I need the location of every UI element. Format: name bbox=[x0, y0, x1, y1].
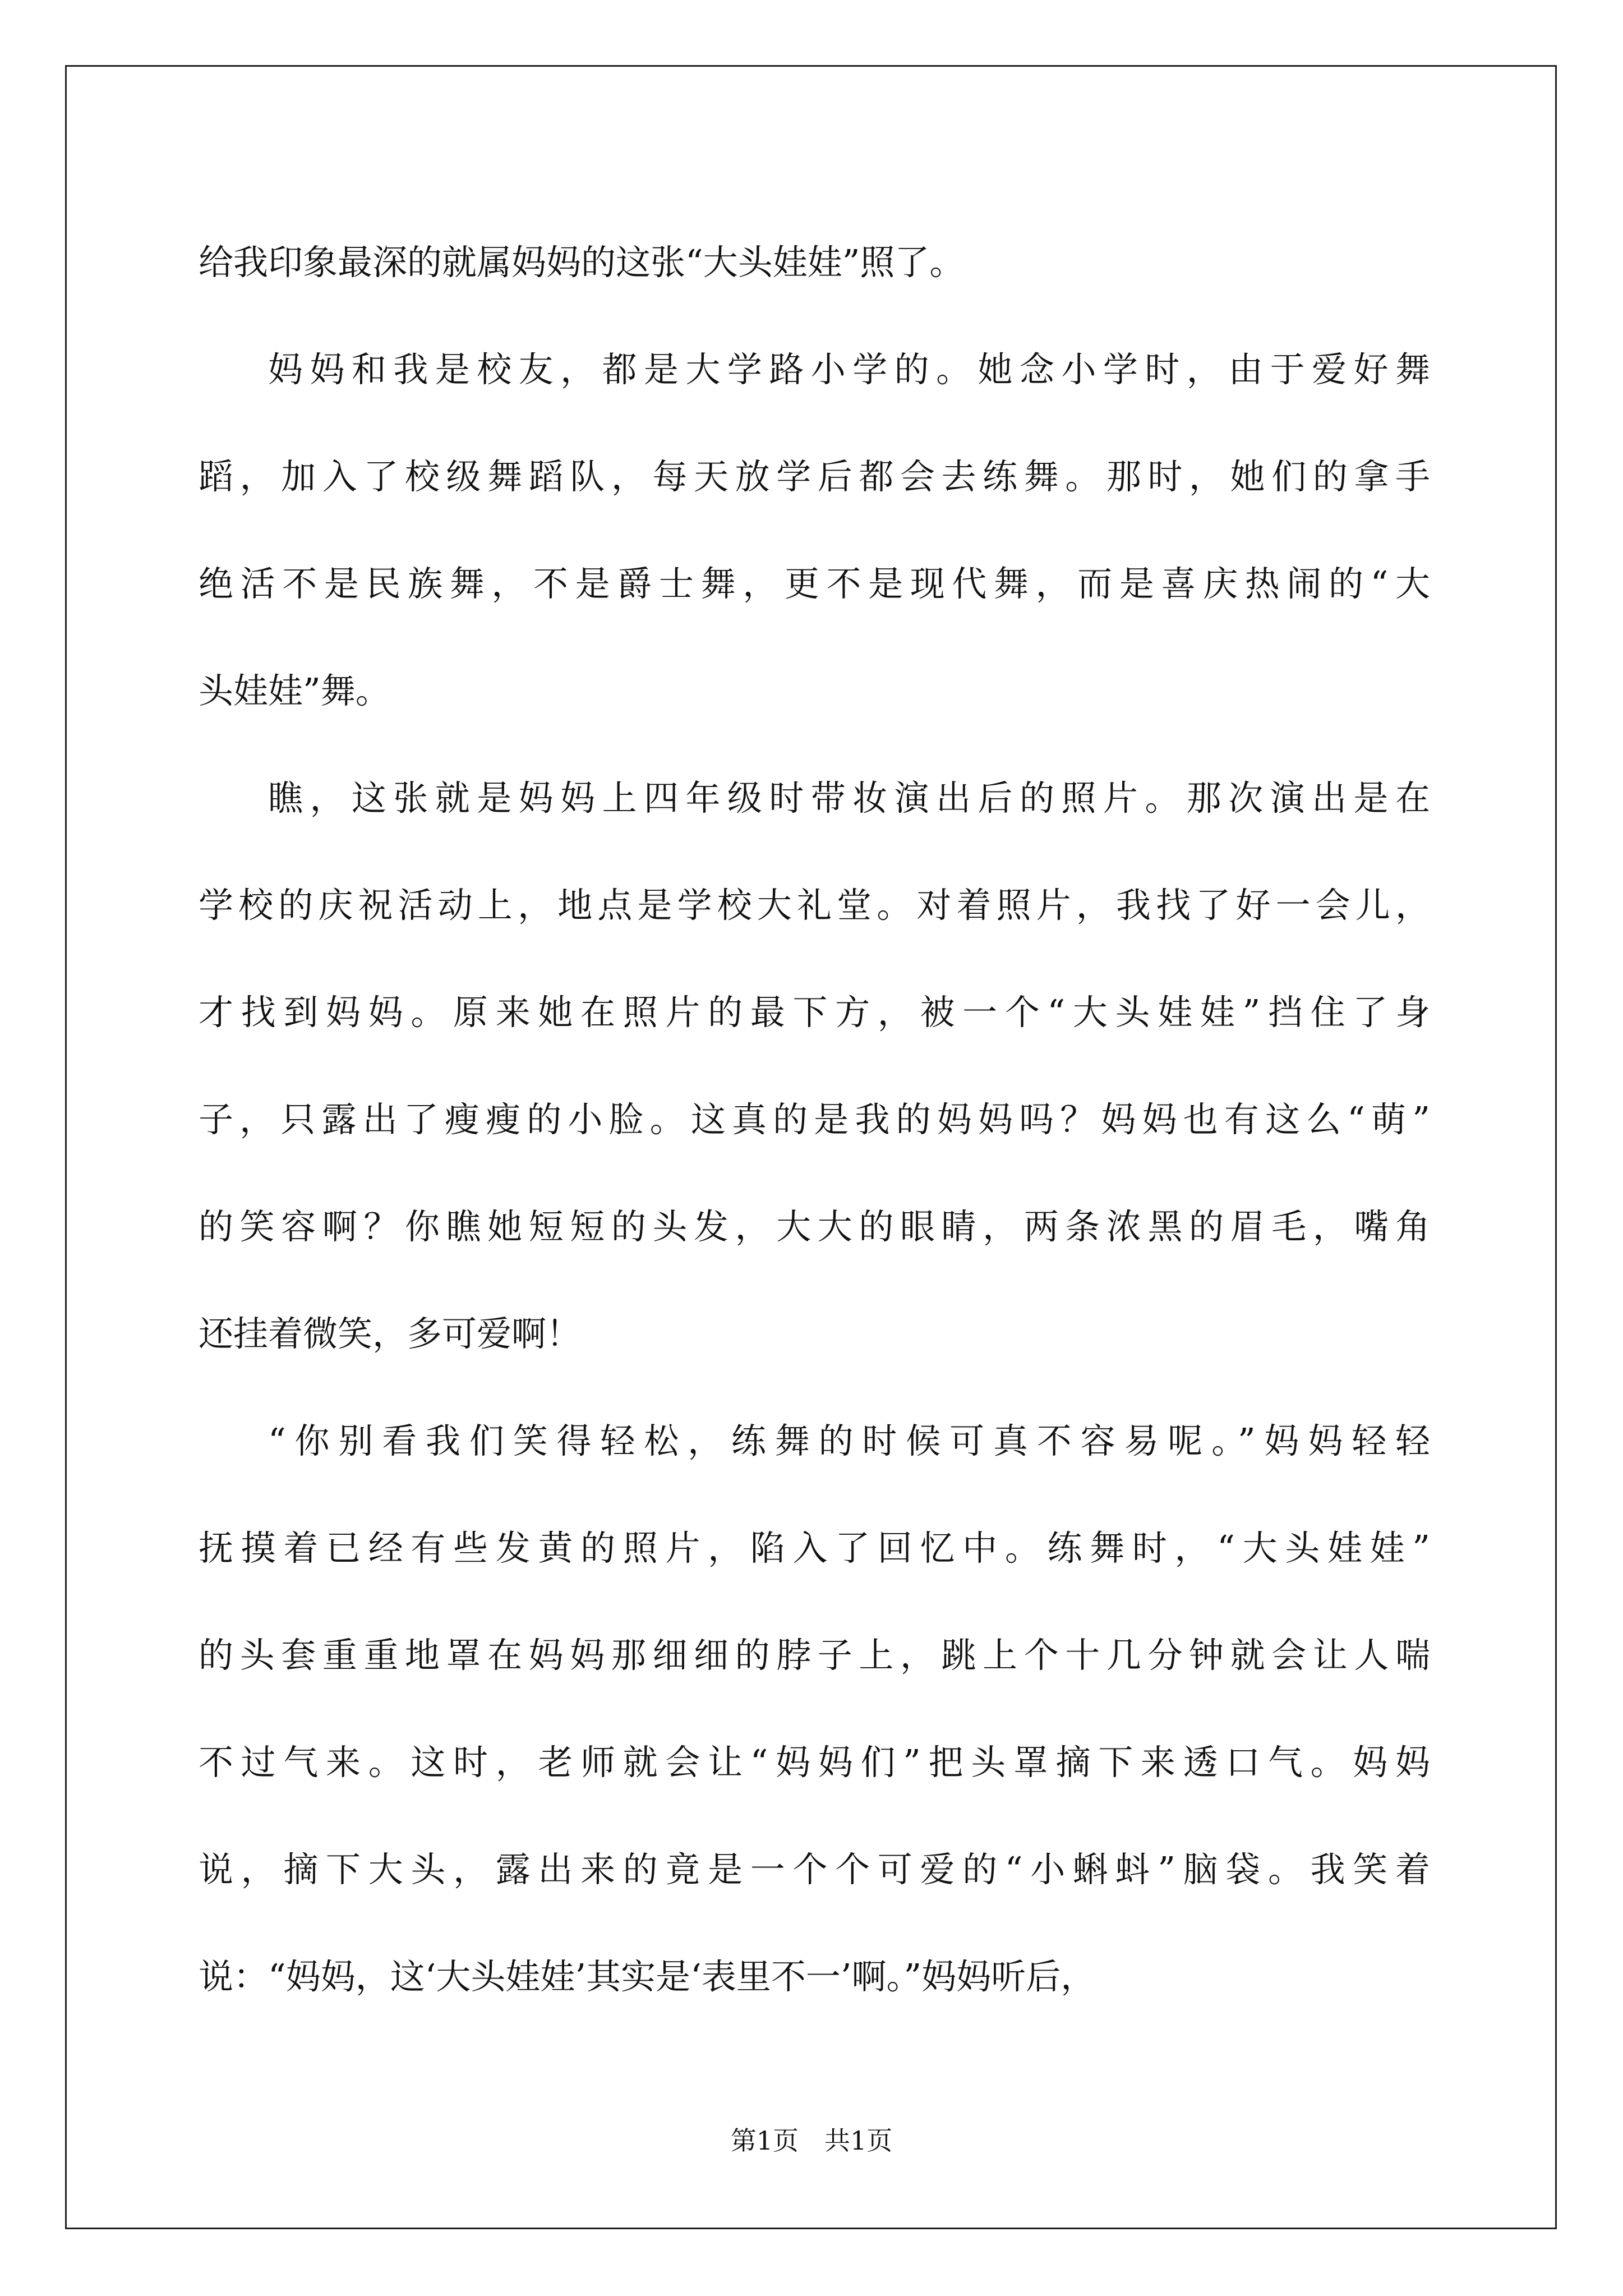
text-line: 说，摘下大头，露出来的竟是一个个可爱的“小蝌蚪”脑袋。我笑着 bbox=[199, 1849, 1430, 1890]
text-line: 还挂着微笑，多可爱啊！ bbox=[199, 1313, 582, 1354]
text-line: 给我印象最深的就属妈妈的这张“大头娃娃”照了。 bbox=[199, 242, 965, 283]
text-line: 头娃娃”舞。 bbox=[199, 670, 390, 711]
text-line: 抚摸着已经有些发黄的照片，陷入了回忆中。练舞时，“大头娃娃” bbox=[199, 1527, 1430, 1568]
text-line: 绝活不是民族舞，不是爵士舞，更不是现代舞，而是喜庆热闹的“大 bbox=[199, 563, 1430, 604]
text-line: 瞧，这张就是妈妈上四年级时带妆演出后的照片。那次演出是在 bbox=[268, 777, 1430, 818]
text-line: 蹈，加入了校级舞蹈队，每天放学后都会去练舞。那时，她们的拿手 bbox=[199, 456, 1430, 497]
text-line: “你别看我们笑得轻松，练舞的时候可真不容易呢。”妈妈轻轻 bbox=[268, 1420, 1430, 1461]
paragraph bbox=[199, 316, 1430, 744]
text-line: 说：“妈妈，这‘大头娃娃’其实是‘表里不一’啊。”妈妈听后， bbox=[199, 1956, 1096, 1997]
text-line: 的笑容啊？你瞧她短短的头发，大大的眼睛，两条浓黑的眉毛，嘴角 bbox=[199, 1206, 1430, 1247]
page-footer: 第1页 共1页 bbox=[730, 2125, 893, 2156]
text-line: 的头套重重地罩在妈妈那细细的脖子上，跳上个十几分钟就会让人喘 bbox=[199, 1635, 1430, 1676]
text-line: 学校的庆祝活动上，地点是学校大礼堂。对着照片，我找了好一会儿， bbox=[199, 885, 1430, 926]
paragraph bbox=[199, 209, 1430, 316]
document-body bbox=[199, 209, 1430, 2030]
paragraph bbox=[199, 744, 1430, 1387]
paragraph bbox=[199, 1387, 1430, 2030]
text-line: 不过气来。这时，老师就会让“妈妈们”把头罩摘下来透口气。妈妈 bbox=[199, 1742, 1430, 1783]
text-line: 才找到妈妈。原来她在照片的最下方，被一个“大头娃娃”挡住了身 bbox=[199, 992, 1430, 1033]
text-line: 子，只露出了瘦瘦的小脸。这真的是我的妈妈吗？妈妈也有这么“萌” bbox=[199, 1099, 1430, 1140]
text-line: 妈妈和我是校友，都是大学路小学的。她念小学时，由于爱好舞 bbox=[268, 349, 1430, 390]
